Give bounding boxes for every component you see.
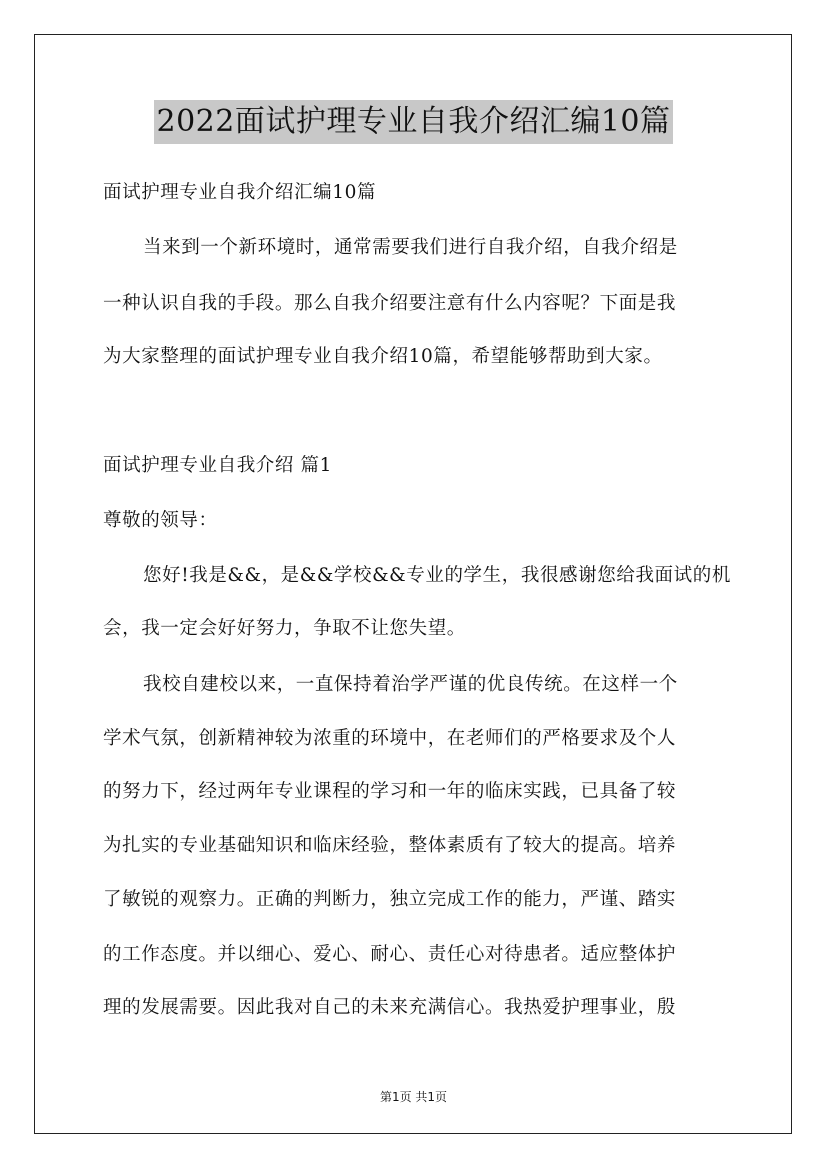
paragraph-line: 您好!我是&&，是&&学校&&专业的学生，我很感谢您给我面试的机 xyxy=(143,565,731,586)
paragraph-line: 了敏锐的观察力。正确的判断力，独立完成工作的能力，严谨、踏实 xyxy=(103,889,677,910)
intro-line: 一种认识自我的手段。那么自我介绍要注意有什么内容呢？下面是我 xyxy=(103,293,677,314)
intro-line: 为大家整理的面试护理专业自我介绍10篇，希望能够帮助到大家。 xyxy=(103,346,663,367)
salutation: 尊敬的领导： xyxy=(103,510,218,531)
paragraph-line: 我校自建校以来，一直保持着治学严谨的优良传统。在这样一个 xyxy=(143,674,678,695)
document-title: 2022面试护理专业自我介绍汇编10篇 xyxy=(154,100,672,144)
paragraph-line: 的工作态度。并以细心、爱心、耐心、责任心对待患者。适应整体护 xyxy=(103,944,677,965)
title-wrap xyxy=(0,100,827,144)
page-footer: 第1页 共1页 xyxy=(379,1090,448,1104)
paragraph-line: 会，我一定会好好努力，争取不让您失望。 xyxy=(103,618,466,639)
document-subtitle: 面试护理专业自我介绍汇编10篇 xyxy=(103,182,377,203)
section-heading: 面试护理专业自我介绍 篇1 xyxy=(103,455,332,476)
paragraph-line: 的努力下，经过两年专业课程的学习和一年的临床实践，已具备了较 xyxy=(103,781,677,802)
paragraph-line: 为扎实的专业基础知识和临床经验，整体素质有了较大的提高。培养 xyxy=(103,835,677,856)
paragraph-line: 理的发展需要。因此我对自己的未来充满信心。我热爱护理事业，殷 xyxy=(103,997,677,1018)
paragraph-line: 学术气氛，创新精神较为浓重的环境中，在老师们的严格要求及个人 xyxy=(103,728,677,749)
intro-line: 当来到一个新环境时，通常需要我们进行自我介绍，自我介绍是 xyxy=(143,237,678,258)
